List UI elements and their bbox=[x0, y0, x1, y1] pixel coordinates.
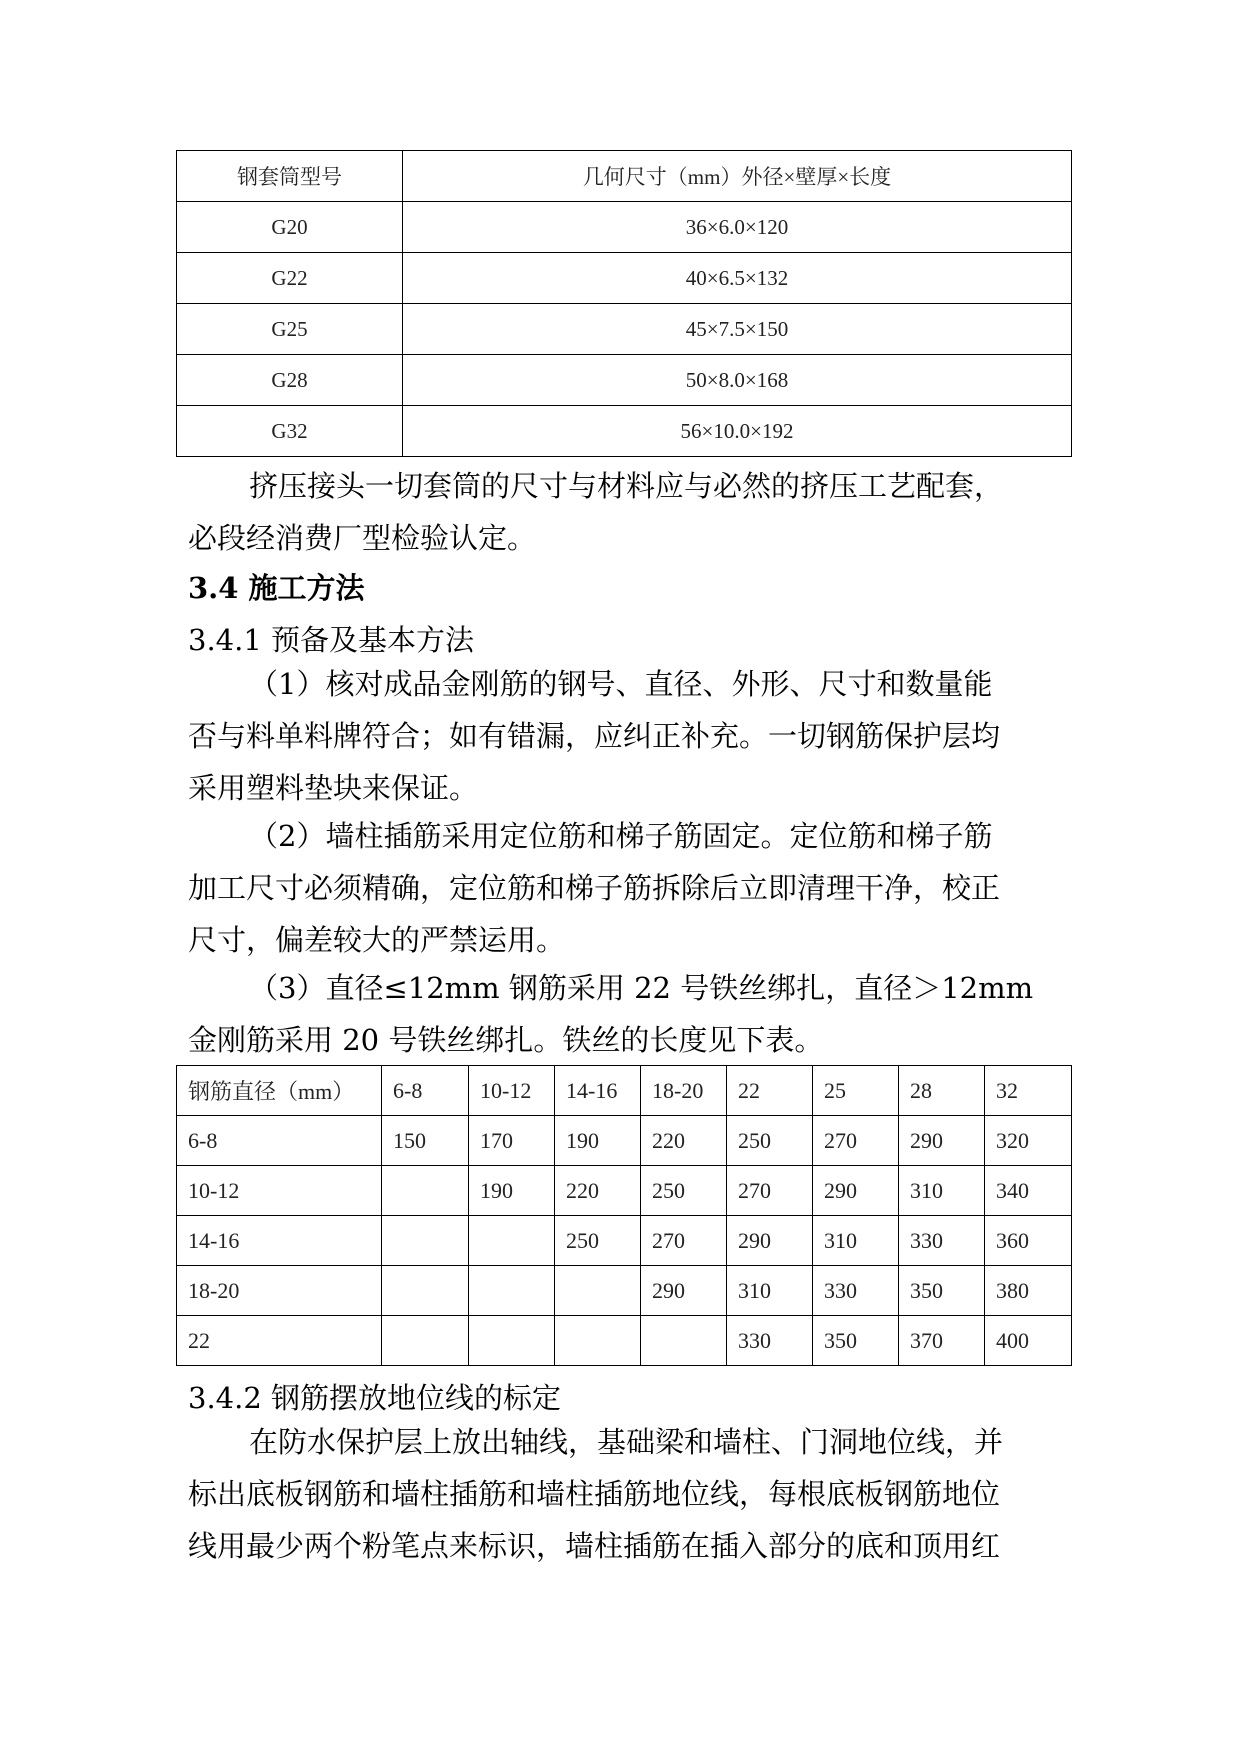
subsection-heading: 3.4.1 预备及基本方法 bbox=[188, 623, 475, 657]
text-line: （3）直径≤12mm 钢筋采用 22 号铁丝绑扎，直径＞12mm bbox=[249, 971, 1034, 1005]
table-cell: 310 bbox=[899, 1166, 985, 1216]
table-cell bbox=[469, 1266, 555, 1316]
header-cell: 18-20 bbox=[641, 1066, 727, 1116]
paragraph-marking bbox=[188, 1416, 1003, 1572]
table-cell: 45×7.5×150 bbox=[403, 304, 1072, 355]
table-cell: G22 bbox=[177, 253, 403, 304]
table-cell: 36×6.0×120 bbox=[403, 202, 1072, 253]
table-cell bbox=[555, 1316, 641, 1366]
table-cell: 330 bbox=[813, 1266, 899, 1316]
sleeve-size-table bbox=[176, 150, 1072, 457]
table-header-row bbox=[177, 151, 1072, 202]
text-line: 金刚筋采用 20 号铁丝绑扎。铁丝的长度见下表。 bbox=[188, 1023, 824, 1057]
table-cell: 330 bbox=[727, 1316, 813, 1366]
header-cell: 10-12 bbox=[469, 1066, 555, 1116]
table-cell bbox=[382, 1316, 469, 1366]
list-item bbox=[188, 962, 1033, 1066]
header-cell: 几何尺寸（mm）外径×壁厚×长度 bbox=[403, 151, 1072, 202]
table-cell bbox=[382, 1166, 469, 1216]
table-cell: 250 bbox=[555, 1216, 641, 1266]
table-row bbox=[177, 1166, 1072, 1216]
text-line: 加工尺寸必须精确，定位筋和梯子筋拆除后立即清理干净，校正 bbox=[188, 871, 1001, 905]
table-cell bbox=[469, 1316, 555, 1366]
table-cell: 150 bbox=[382, 1116, 469, 1166]
table-cell: 380 bbox=[985, 1266, 1072, 1316]
table-cell: 18-20 bbox=[177, 1266, 382, 1316]
table-row bbox=[177, 1266, 1072, 1316]
header-cell: 6-8 bbox=[382, 1066, 469, 1116]
header-cell: 钢筋直径（mm） bbox=[177, 1066, 382, 1116]
table-header-row bbox=[177, 1066, 1072, 1116]
table-cell: 190 bbox=[469, 1166, 555, 1216]
table-cell: 250 bbox=[641, 1166, 727, 1216]
table-row bbox=[177, 1116, 1072, 1166]
header-cell: 32 bbox=[985, 1066, 1072, 1116]
table-cell: 370 bbox=[899, 1316, 985, 1366]
table-cell: 190 bbox=[555, 1116, 641, 1166]
header-cell: 钢套筒型号 bbox=[177, 151, 403, 202]
text-line: 采用塑料垫块来保证。 bbox=[188, 771, 479, 805]
table-cell bbox=[382, 1266, 469, 1316]
table-row bbox=[177, 406, 1072, 457]
list-item bbox=[188, 658, 1000, 814]
text-line: 尺寸，偏差较大的严禁运用。 bbox=[188, 923, 566, 957]
section-heading: 3.4 施工方法 bbox=[188, 571, 365, 605]
text-line: 否与料单料牌符合；如有错漏，应纠正补充。一切钢筋保护层均 bbox=[188, 719, 1001, 753]
table-row bbox=[177, 1316, 1072, 1366]
table-row bbox=[177, 202, 1072, 253]
table-cell: 170 bbox=[469, 1116, 555, 1166]
text-line: （2）墙柱插筋采用定位筋和梯子筋固定。定位筋和梯子筋 bbox=[249, 819, 993, 853]
table-cell: 220 bbox=[555, 1166, 641, 1216]
table-cell: 340 bbox=[985, 1166, 1072, 1216]
text-line: 必段经消费厂型检验认定。 bbox=[188, 521, 537, 555]
table-cell bbox=[641, 1316, 727, 1366]
header-cell: 14-16 bbox=[555, 1066, 641, 1116]
table-cell: 290 bbox=[641, 1266, 727, 1316]
table-cell: 14-16 bbox=[177, 1216, 382, 1266]
table-cell: 290 bbox=[899, 1116, 985, 1166]
table-cell: G20 bbox=[177, 202, 403, 253]
table-cell: 400 bbox=[985, 1316, 1072, 1366]
header-cell: 28 bbox=[899, 1066, 985, 1116]
table-cell: 50×8.0×168 bbox=[403, 355, 1072, 406]
header-cell: 25 bbox=[813, 1066, 899, 1116]
table-cell: 350 bbox=[899, 1266, 985, 1316]
table-cell: 220 bbox=[641, 1116, 727, 1166]
table-cell: 330 bbox=[899, 1216, 985, 1266]
text-line: 标出底板钢筋和墙柱插筋和墙柱插筋地位线，每根底板钢筋地位 bbox=[188, 1477, 1001, 1511]
text-line: 线用最少两个粉笔点来标识，墙柱插筋在插入部分的底和顶用红 bbox=[188, 1529, 1001, 1563]
table-row bbox=[177, 253, 1072, 304]
wire-length-table bbox=[176, 1065, 1072, 1366]
table-cell: 270 bbox=[727, 1166, 813, 1216]
table-cell: 320 bbox=[985, 1116, 1072, 1166]
table-cell: 270 bbox=[813, 1116, 899, 1166]
table-cell: 270 bbox=[641, 1216, 727, 1266]
table-cell: 22 bbox=[177, 1316, 382, 1366]
table-cell: 6-8 bbox=[177, 1116, 382, 1166]
header-cell: 22 bbox=[727, 1066, 813, 1116]
table-cell: 350 bbox=[813, 1316, 899, 1366]
table-cell: 250 bbox=[727, 1116, 813, 1166]
table-cell: G32 bbox=[177, 406, 403, 457]
table-cell: G25 bbox=[177, 304, 403, 355]
text-line: 挤压接头一切套筒的尺寸与材料应与必然的挤压工艺配套， bbox=[249, 469, 1004, 503]
table-row bbox=[177, 1216, 1072, 1266]
table-cell: 310 bbox=[813, 1216, 899, 1266]
table-cell: 290 bbox=[813, 1166, 899, 1216]
list-item bbox=[188, 810, 1000, 966]
table-cell bbox=[555, 1266, 641, 1316]
table-cell bbox=[469, 1216, 555, 1266]
table-row bbox=[177, 304, 1072, 355]
table-cell: 310 bbox=[727, 1266, 813, 1316]
table-cell: 360 bbox=[985, 1216, 1072, 1266]
table-cell: G28 bbox=[177, 355, 403, 406]
table-cell: 40×6.5×132 bbox=[403, 253, 1072, 304]
paragraph-extrusion bbox=[188, 460, 1003, 564]
table-cell: 10-12 bbox=[177, 1166, 382, 1216]
subsection-heading: 3.4.2 钢筋摆放地位线的标定 bbox=[188, 1381, 562, 1415]
table-cell: 290 bbox=[727, 1216, 813, 1266]
table-cell: 56×10.0×192 bbox=[403, 406, 1072, 457]
table-row bbox=[177, 355, 1072, 406]
text-line: 在防水保护层上放出轴线，基础梁和墙柱、门洞地位线，并 bbox=[249, 1425, 1004, 1459]
table-cell bbox=[382, 1216, 469, 1266]
text-line: （1）核对成品金刚筋的钢号、直径、外形、尺寸和数量能 bbox=[249, 667, 993, 701]
